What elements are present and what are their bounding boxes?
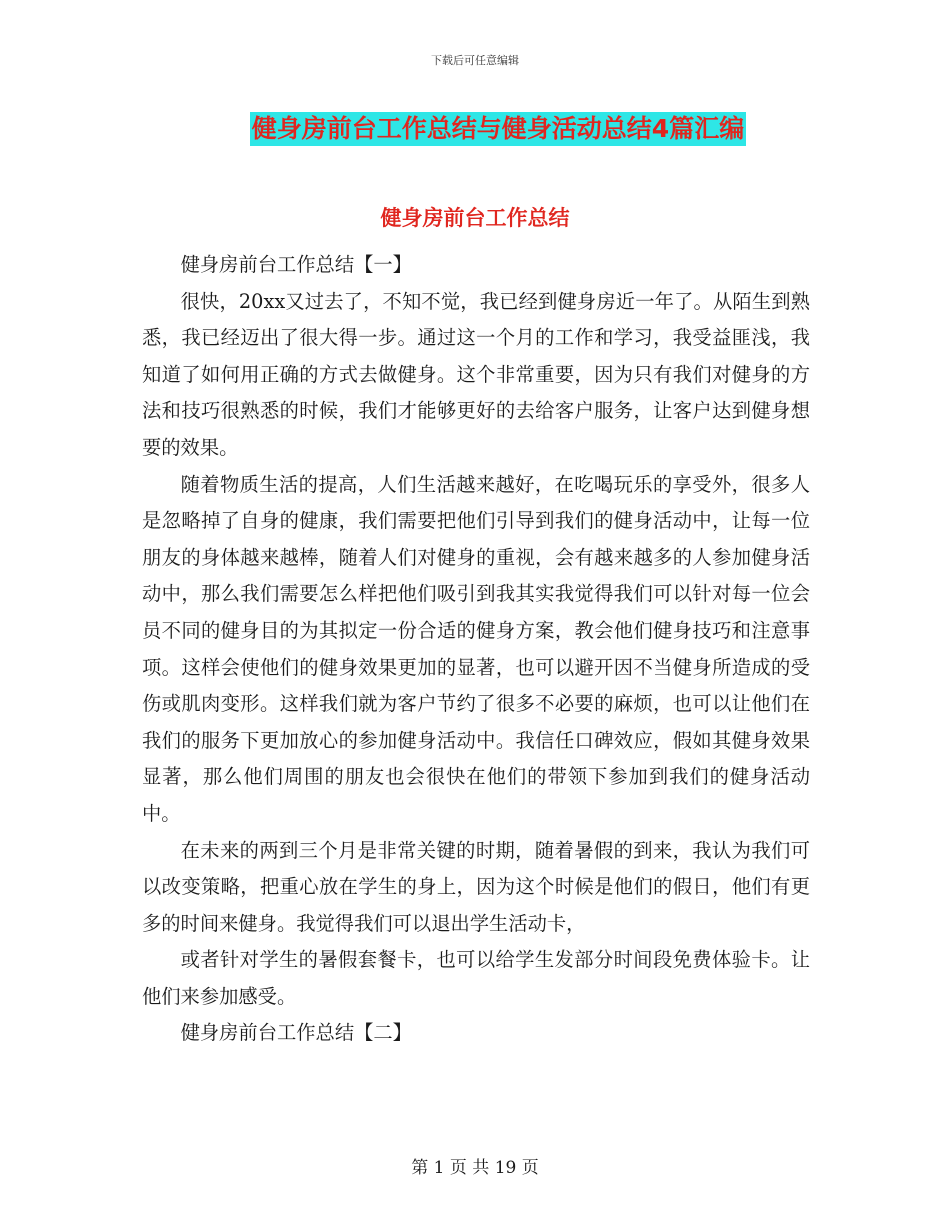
page-number: 第 1 页 共 19 页	[411, 1158, 539, 1178]
page-header-note: 下载后可任意编辑	[431, 54, 519, 67]
paragraph: 或者针对学生的暑假套餐卡，也可以给学生发部分时间段免费体验卡。让他们来参加感受。	[142, 948, 810, 1008]
paragraph-heading-one: 健身房前台工作总结【一】	[180, 253, 412, 276]
paragraph: 随着物质生活的提高，人们生活越来越好，在吃喝玩乐的享受外，很多人是忽略掉了自身的健康，我们需要把他们引导到我们的健身活动中，让每一位朋友的身体越来越棒，随着人们对健身的重视，会有越来越多的人参加健身活动中，那么我们需要怎么样把他们吸引到我其实我觉得我们可以针对每一位会员不同的健身目的为其拟定一份合适的健身方案，教会他们健身技巧和注意事项。这样会使他们的健身效果更加的显著，也可以避开因不当健身所造成的受伤或肌肉变形。这样我们就为客户节约了很多不必要的麻烦，也可以让他们在我们的服务下更加放心的参加健身活动中。我信任口碑效应，假如其健身效果显著，那么他们周围的朋友也会很快在他们的带领下参加到我们的健身活动中。	[142, 472, 810, 825]
paragraph: 很快，20xx又过去了，不知不觉，我已经到健身房近一年了。从陌生到熟悉，我已经迈出了很大得一步。通过这一个月的工作和学习，我受益匪浅，我知道了如何用正确的方式去做健身。这个非常重要，因为只有我们对健身的方法和技巧很熟悉的时候，我们才能够更好的去给客户服务，让客户达到健身想要的效果。	[142, 289, 810, 459]
document-title: 健身房前台工作总结与健身活动总结4篇汇编	[250, 112, 746, 146]
document-body	[142, 247, 810, 1052]
document-title-container	[0, 112, 950, 146]
paragraph-heading-two: 健身房前台工作总结【二】	[180, 1021, 412, 1045]
paragraph: 在未来的两到三个月是非常关键的时期，随着暑假的到来，我认为我们可以改变策略，把重心放在学生的身上，因为这个时候是他们的假日，他们有更多的时间来健身。我觉得我们可以退出学生活动卡，	[142, 838, 810, 935]
section-title: 健身房前台工作总结	[380, 206, 570, 230]
